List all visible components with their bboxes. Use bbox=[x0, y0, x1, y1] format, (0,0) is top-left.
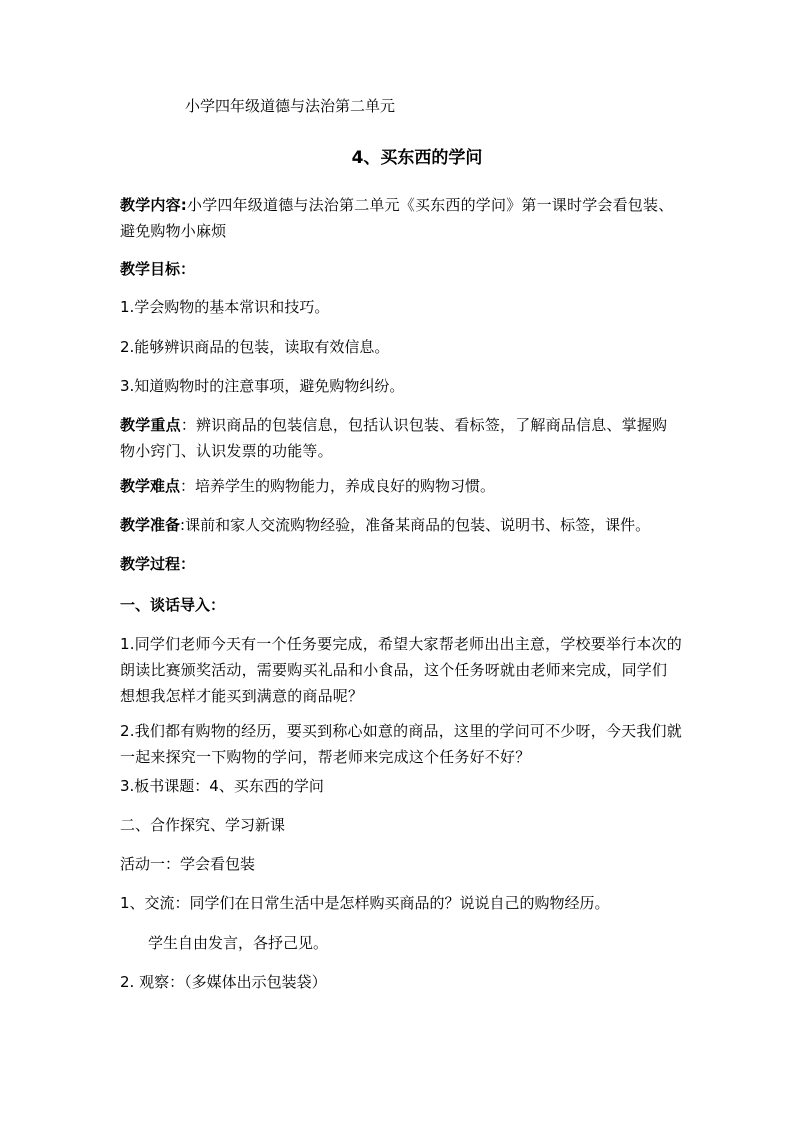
teaching-focus-text: ：辨识商品的包装信息，包括认识包装、看标签，了解商品信息、掌握购物小窍门、认识发票的功能等。 bbox=[120, 416, 668, 460]
teaching-prep-label: 教学准备 bbox=[120, 516, 181, 534]
goal-item: 1.学会购物的基本常识和技巧。 bbox=[120, 298, 330, 316]
teaching-difficulty-label: 教学难点 bbox=[120, 477, 181, 495]
section-one-item: 3.板书课题：4、买东西的学问 bbox=[120, 777, 324, 795]
goal-item: 3.知道购物时的注意事项，避免购物纠纷。 bbox=[120, 377, 405, 395]
section-one-heading: 一、谈话导入： bbox=[120, 596, 226, 614]
section-one-item: 1.同学们老师今天有一个任务要完成，希望大家帮老师出出主意，学校要举行本次的朗读比赛颁奖活动，需要购买礼品和小食品，这个任务呀就由老师来完成，同学们想想我怎样才能买到满意的商品呢？ bbox=[120, 635, 682, 705]
teaching-focus-paragraph bbox=[120, 412, 682, 464]
teaching-difficulty-text: ：培养学生的购物能力，养成良好的购物习惯。 bbox=[180, 477, 496, 495]
activity-step-two: 2. 观察：（多媒体出示包装袋） bbox=[120, 973, 327, 991]
activity-one-heading: 活动一：学会看包装 bbox=[120, 855, 256, 873]
teaching-content-label: 教学内容: bbox=[120, 196, 187, 214]
section-one-item: 2.我们都有购物的经历，要买到称心如意的商品，这里的学问可不少呀，今天我们就一起来探究一下购物的学问，帮老师来完成这个任务好不好？ bbox=[120, 722, 682, 766]
document-title: 4、买东西的学问 bbox=[351, 148, 483, 168]
teaching-process-heading: 教学过程： bbox=[120, 555, 196, 573]
teaching-prep-paragraph bbox=[120, 512, 680, 538]
teaching-difficulty-paragraph bbox=[120, 473, 680, 499]
document-subtitle: 小学四年级道德与法治第二单元 bbox=[185, 97, 396, 115]
section-two-heading: 二、合作探究、学习新课 bbox=[120, 816, 286, 834]
teaching-focus-label: 教学重点 bbox=[120, 416, 181, 434]
goal-item: 2.能够辨识商品的包装，读取有效信息。 bbox=[120, 338, 390, 356]
teaching-content-paragraph bbox=[120, 192, 682, 244]
teaching-goals-heading: 教学目标： bbox=[120, 260, 196, 278]
activity-step-one-note: 学生自由发言，各抒己见。 bbox=[148, 934, 329, 952]
teaching-prep-text: :课前和家人交流购物经验，准备某商品的包装、说明书、标签，课件。 bbox=[180, 516, 651, 534]
activity-step-one: 1、交流：同学们在日常生活中是怎样购买商品的？说说自己的购物经历。 bbox=[120, 894, 610, 912]
teaching-content-text: 小学四年级道德与法治第二单元《买东西的学问》第一课时学会看包装、避免购物小麻烦 bbox=[120, 196, 674, 240]
